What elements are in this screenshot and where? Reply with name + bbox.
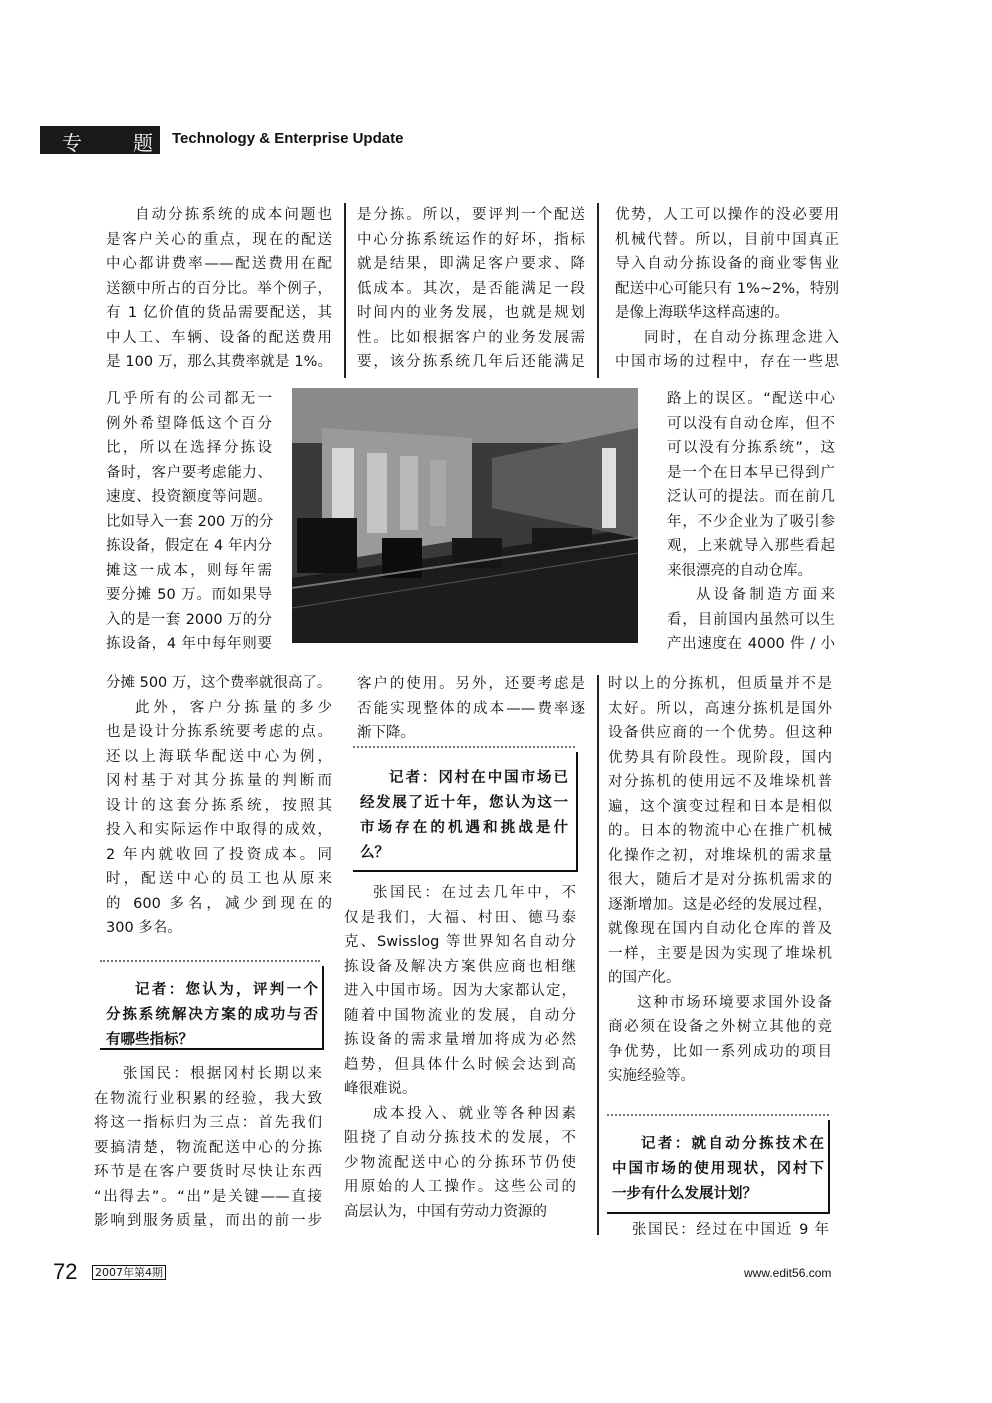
text-line: 要搞清楚，物流配送中心的分拣	[94, 1139, 322, 1156]
text-line: 这种市场环境要求国外设备	[637, 994, 832, 1011]
text-line: 否能实现整体的成本——费率逐	[357, 700, 585, 717]
text-line: “出得去”。“出”是关键——直接	[94, 1188, 322, 1205]
interview-question: 中国市场的使用现状，冈村下	[612, 1161, 824, 1177]
text-line: 设备供应商的一个优势。但这种	[608, 725, 832, 741]
text-line: 比，所以在选择分拣设	[106, 440, 272, 456]
interview-question: 一步有什么发展计划？	[612, 1186, 757, 1202]
issue-label: 2007年第4期	[92, 1265, 166, 1280]
text-line: 拣设备，4 年中每年则要	[106, 636, 272, 652]
text-line: 仅是我们，大福、村田、德马泰	[344, 909, 576, 926]
text-line: 就是结果，即满足客户要求、降	[357, 256, 585, 272]
text-line: 将这一指标归为三点：首先我们	[94, 1115, 322, 1131]
text-line: 影响到服务质量，而出的前一步	[94, 1213, 322, 1229]
text-line: 产出速度在 4000 件 / 小	[667, 636, 835, 652]
text-line: 少物流配送中心的分拣环节仍使	[344, 1154, 576, 1171]
text-line: 在物流行业积累的经验，我大致	[94, 1090, 322, 1107]
text-line: 也是设计分拣系统要考虑的点。	[106, 724, 332, 740]
text-line: 几乎所有的公司都无一	[106, 391, 272, 407]
text-line: 来很漂亮的自动仓库。	[667, 562, 812, 579]
text-line: 例外希望降低这个百分	[106, 415, 272, 432]
text-line: 路上的误区。“配送中心	[667, 391, 835, 407]
text-line: 时间内的业务发展，也就是规划	[357, 305, 585, 321]
text-line: 峰很难说。	[344, 1081, 417, 1097]
page-number: 72	[53, 1259, 78, 1284]
text-line: 趋势，但具体什么时候会达到高	[344, 1056, 576, 1073]
text-line: 导入自动分拣设备的商业零售业	[615, 256, 839, 272]
text-line: 要分摊 50 万。而如果导	[106, 587, 272, 603]
text-line: 速度、投资额度等问题。	[106, 489, 272, 505]
interview-question: 记者：冈村在中国市场已	[389, 770, 568, 786]
text-line: 入的是一套 2000 万的分	[106, 611, 272, 628]
text-line: 克、Swisslog 等世界知名自动分	[344, 934, 576, 950]
text-line: 拣设备的需求量增加将成为必然	[344, 1032, 576, 1048]
text-line: 遍，这个演变过程和日本是相似	[608, 798, 832, 815]
header-label-char-1: 专	[62, 131, 82, 155]
text-line: 是一个在日本早已得到广	[667, 464, 835, 481]
header-label-char-2: 题	[133, 131, 153, 155]
question-box-edge	[607, 1212, 830, 1214]
interview-question: 经发展了近十年，您认为这一	[360, 795, 568, 811]
text-line: 高层认为，中国有劳动力资源的	[344, 1203, 547, 1220]
text-line: 随着中国物流业的发展，自动分	[344, 1007, 576, 1024]
interview-question: 有哪些指标？	[106, 1032, 193, 1048]
text-line: 2 年内就收回了投资成本。同	[106, 846, 332, 863]
question-box-edge	[576, 752, 578, 870]
text-line: 张国民：经过在中国近 9 年	[632, 1222, 829, 1238]
text-line: 是分拣。所以，要评判一个配送	[357, 207, 585, 223]
text-line: 设计的这套分拣系统，按照其	[106, 797, 332, 814]
text-line: 张国民：根据冈村长期以来	[123, 1066, 322, 1082]
header-english-title: Technology & Enterprise Update	[172, 130, 404, 147]
text-line: 配送中心可能只有 1%~2%，特别	[615, 280, 839, 297]
text-line: 时，配送中心的员工也从原来	[106, 871, 332, 887]
text-line: 低成本。其次，是否能满足一段	[357, 280, 585, 297]
text-line: 实施经验等。	[608, 1068, 695, 1084]
text-line: 的。日本的物流中心在推广机械	[608, 823, 832, 839]
text-line: 的国产化。	[608, 970, 681, 986]
text-line: 用原始的人工操作。这些公司的	[344, 1179, 576, 1195]
text-line: 要，该分拣系统几年后还能满足	[357, 354, 585, 370]
text-line: 机械代替。所以，目前中国真正	[615, 231, 839, 248]
distribution-center-photo	[292, 388, 638, 643]
text-line: 渐下降。	[357, 725, 415, 741]
interview-question: 市场存在的机遇和挑战是什	[360, 820, 568, 836]
question-separator-dots	[353, 746, 575, 754]
text-line: 300 多名。	[106, 920, 182, 936]
text-line: 是 100 万，那么其费率就是 1%。	[106, 354, 332, 370]
text-line: 阻挠了自动分拣技术的发展，不	[344, 1130, 576, 1146]
text-line: 是客户关心的重点，现在的配送	[106, 231, 332, 248]
text-line: 观，上来就导入那些看起	[667, 538, 835, 554]
text-line: 优势，人工可以操作的没必要用	[615, 207, 839, 223]
text-line: 备时，客户要考虑能力、	[106, 464, 272, 481]
text-line: 可以没有分拣系统”，这	[667, 440, 835, 456]
question-box-edge	[828, 1120, 830, 1212]
text-line: 可以没有自动仓库，但不	[667, 415, 835, 432]
text-line: 看，目前国内虽然可以生	[667, 611, 835, 628]
text-line: 中心都讲费率——配送费用在配	[106, 256, 332, 272]
text-line: 中人工、车辆、设备的配送费用	[106, 329, 332, 346]
column-rule-2	[597, 203, 599, 378]
column-rule-3	[597, 675, 599, 1235]
text-line: 优势具有阶段性。现阶段，国内	[608, 749, 832, 766]
interview-question: 记者：您认为，评判一个	[135, 982, 318, 998]
question-box-edge	[100, 1048, 324, 1050]
interview-question: 记者：就自动分拣技术在	[641, 1136, 824, 1152]
text-line: 太好。所以，高速分拣机是国外	[608, 700, 832, 717]
text-line: 张国民：在过去几年中，不	[373, 885, 576, 901]
text-line: 对分拣机的使用远不及堆垛机普	[608, 774, 832, 790]
text-line: 一样，主要是因为实现了堆垛机	[608, 945, 832, 962]
text-line: 进入中国市场。因为大家都认定，	[344, 983, 576, 999]
question-box-edge	[353, 870, 578, 872]
text-line: 分摊 500 万，这个费率就很高了。	[106, 675, 332, 691]
text-line: 还以上海联华配送中心为例，	[106, 748, 332, 765]
text-line: 的 600 多名，减少到现在的	[106, 895, 332, 912]
website-url: www.edit56.com	[744, 1266, 832, 1280]
text-line: 化操作之初，对堆垛机的需求量	[608, 847, 832, 864]
photo-illustration	[292, 388, 638, 643]
text-line: 拣设备，假定在 4 年内分	[106, 538, 272, 554]
question-separator-dots	[100, 960, 320, 968]
text-line: 性。比如根据客户的业务发展需	[357, 329, 585, 346]
text-line: 争优势，比如一系列成功的项目	[608, 1043, 832, 1060]
text-line: 成本投入、就业等各种因素	[373, 1105, 576, 1122]
text-line: 同时，在自动分拣理念进入	[644, 329, 839, 346]
interview-question: 么？	[360, 845, 389, 861]
text-line: 年，不少企业为了吸引参	[667, 513, 835, 530]
text-line: 泛认可的提法。而在前几	[667, 489, 835, 505]
question-separator-dots	[607, 1114, 829, 1122]
text-line: 比如导入一套 200 万的分	[106, 513, 274, 530]
text-line: 中心分拣系统运作的好坏，指标	[357, 231, 585, 248]
text-line: 投入和实际运作中取得的成效，	[106, 822, 332, 838]
text-line: 拣设备及解决方案供应商也相继	[344, 958, 576, 975]
text-line: 客户的使用。另外，还要考虑是	[357, 676, 585, 692]
question-box-edge	[322, 966, 324, 1048]
text-line: 商必须在设备之外树立其他的竞	[608, 1019, 832, 1035]
text-line: 很大，随后才是对分拣机需求的	[608, 872, 832, 888]
text-line: 中国市场的过程中，存在一些思	[615, 354, 839, 370]
text-line: 从设备制造方面来	[696, 587, 835, 603]
text-line: 送额中所占的百分比。举个例子，	[106, 280, 332, 297]
text-line: 有 1 亿价值的货品需要配送，其	[106, 305, 332, 321]
text-line: 摊这一成本，则每年需	[106, 562, 272, 579]
text-line: 此外，客户分拣量的多少	[135, 699, 332, 716]
text-line: 环节是在客户要货时尽快让东西	[94, 1164, 322, 1180]
text-line: 就像现在国内自动化仓库的普及	[608, 921, 832, 937]
interview-question: 分拣系统解决方案的成功与否	[106, 1007, 318, 1023]
column-rule-1	[344, 203, 346, 378]
text-line: 冈村基于对其分拣量的判断而	[106, 773, 332, 789]
text-line: 自动分拣系统的成本问题也	[135, 207, 332, 223]
text-line: 时以上的分拣机，但质量并不是	[608, 676, 832, 692]
text-line: 逐渐增加。这是必经的发展过程，	[608, 896, 832, 913]
text-line: 是像上海联华这样高速的。	[615, 305, 789, 321]
